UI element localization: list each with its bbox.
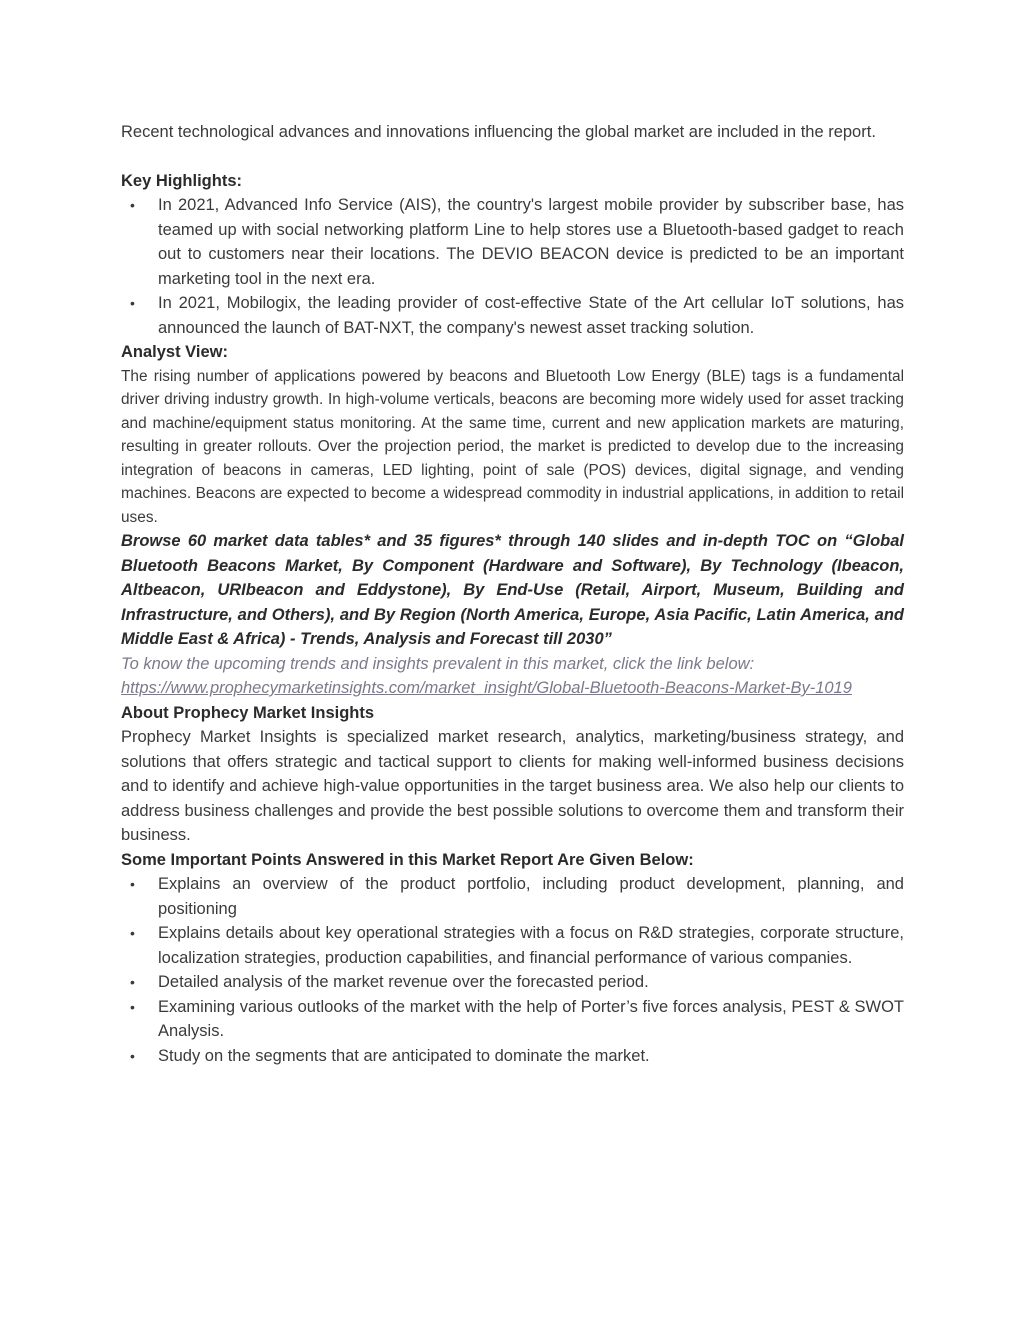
- important-points-heading: Some Important Points Answered in this Market Report Are Given Below:: [121, 850, 694, 869]
- list-item-text: Detailed analysis of the market revenue over the forecasted period.: [158, 973, 649, 991]
- key-highlights-list: [121, 193, 904, 340]
- about-body: Prophecy Market Insights is specialized market research, analytics, marketing/business strategy, and solutions that offers strategic and tactical support to clients for making well-informed business decisions and to identify and achieve high-value opportunities in the target business area. We also help our clients to address business challenges and provide the best possible solutions to overcome them and transform their business.: [121, 728, 904, 844]
- list-item: [121, 995, 904, 1044]
- bullet-icon: •: [130, 925, 135, 941]
- report-link[interactable]: https://www.prophecymarketinsights.com/market_insight/Global-Bluetooth-Beacons-Market-By-1019: [121, 679, 852, 697]
- list-item: [121, 291, 904, 340]
- bullet-icon: •: [130, 1047, 135, 1064]
- list-item: [121, 970, 904, 995]
- bullet-icon: •: [130, 295, 135, 311]
- analyst-view-body: The rising number of applications powered by beacons and Bluetooth Low Energy (BLE) tags is a fundamental driver driving industry growth. In high-volume verticals, beacons are becoming more widely used for asset tracking and machine/equipment status monitoring. At the same time, current and new application markets are maturing, resulting in greater rollouts. Over the projection period, the market is predicted to develop due to the increasing integration of beacons in cameras, LED lighting, point of sale (POS) devices, digital signage, and vending machines. Beacons are expected to become a widespread commodity in industrial applications, in addition to retail uses.: [121, 367, 904, 526]
- browse-toc-paragraph: Browse 60 market data tables* and 35 figures* through 140 slides and in-depth TOC on “Global Bluetooth Beacons Market, By Component (Hardware and Software), By Technology (Ibeacon, Altbeacon, URIbeacon and Eddystone), By End-Use (Retail, Airport, Museum, Building and Infrastructure, and Others), and By Region (North America, Europe, Asia Pacific, Latin America, and Middle East & Africa) - Trends, Analysis and Forecast till 2030”: [121, 532, 904, 648]
- list-item: [121, 1044, 904, 1069]
- important-points-list: [121, 872, 904, 1068]
- bullet-icon: •: [130, 197, 135, 213]
- bullet-icon: •: [130, 876, 135, 892]
- about-heading: About Prophecy Market Insights: [121, 703, 375, 722]
- list-item-text: In 2021, Advanced Info Service (AIS), the country's largest mobile provider by subscriber base, has teamed up with social networking platform Line to help stores use a Bluetooth-based gadget to reach out to customers near their locations. The DEVIO BEACON device is predicted to be an important marketing tool in the next era.: [158, 196, 904, 288]
- key-highlights-heading: Key Highlights:: [121, 171, 243, 190]
- bullet-icon: •: [130, 974, 135, 990]
- list-item-text: In 2021, Mobilogix, the leading provider of cost-effective State of the Art cellular IoT solutions, has announced the launch of BAT-NXT, the company's newest asset tracking solution.: [158, 294, 904, 337]
- bullet-icon: •: [130, 998, 135, 1015]
- intro-paragraph: Recent technological advances and innovations influencing the global market are included in the report.: [121, 123, 876, 141]
- know-more-text: To know the upcoming trends and insights prevalent in this market, click the link below:: [121, 654, 755, 673]
- document-page: [121, 120, 904, 1068]
- list-item: [121, 921, 904, 970]
- list-item-text: Examining various outlooks of the market with the help of Porter’s five forces analysis, PEST & SWOT Analysis.: [158, 997, 904, 1040]
- list-item-text: Study on the segments that are anticipated to dominate the market.: [158, 1046, 650, 1065]
- list-item-text: Explains an overview of the product portfolio, including product development, planning, and positioning: [158, 875, 904, 918]
- list-item: [121, 872, 904, 921]
- analyst-view-heading: Analyst View:: [121, 343, 228, 361]
- list-item: [121, 193, 904, 291]
- list-item-text: Explains details about key operational strategies with a focus on R&D strategies, corporate structure, localization strategies, production capabilities, and financial performance of various companies.: [158, 924, 904, 967]
